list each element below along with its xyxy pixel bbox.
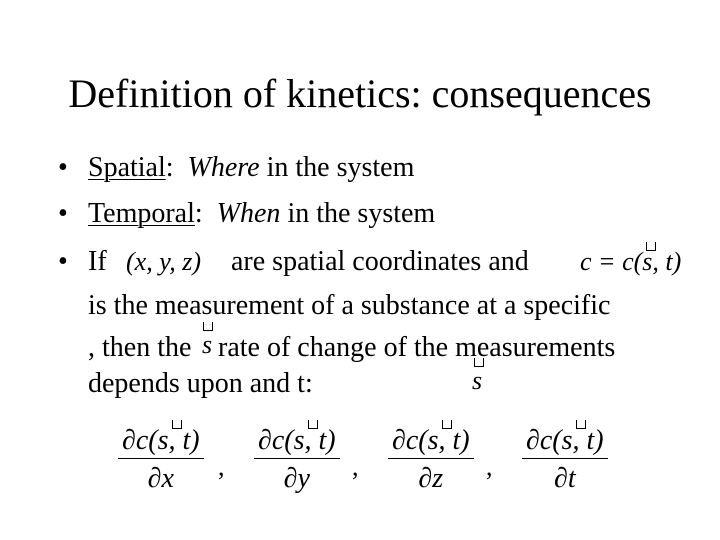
concentration-formula: c = c(s, t): [580, 247, 682, 276]
vector-mark-icon: [576, 420, 586, 429]
vector-mark-icon: [646, 242, 656, 251]
bullet-marker: •: [58, 152, 68, 183]
derivative-numerator: ∂c(s, t): [392, 425, 470, 456]
vector-mark-icon: [308, 420, 318, 429]
bullet-emphasis: Where: [187, 152, 260, 183]
bullet-rest: in the system: [259, 152, 415, 183]
bullet-line3b: rate of change of the measurements: [218, 332, 616, 363]
bullet-line2: is the measurement of a substance at a specific: [88, 290, 611, 321]
derivative-denominator: ∂z: [418, 463, 444, 494]
derivative-numerator: ∂c(s, t): [526, 425, 604, 456]
derivative-t: [522, 424, 608, 495]
derivative-z: [388, 424, 474, 495]
bullet-term: Spatial: [88, 152, 166, 183]
bullet-sep: :: [165, 152, 174, 183]
bullet-rest: in the system: [280, 198, 436, 229]
bullet-line3a: , then the: [88, 332, 192, 363]
s-symbol: s: [472, 366, 483, 395]
derivative-x: [118, 424, 204, 495]
s-symbol: s: [202, 330, 213, 359]
bullet-marker: •: [58, 198, 68, 229]
bullet-mid-text: are spatial coordinates and: [231, 246, 529, 277]
derivative-denominator: ∂x: [147, 463, 174, 494]
derivative-denominator: ∂t: [553, 463, 576, 494]
vector-mark-icon: [172, 420, 182, 429]
vector-mark-icon: [442, 420, 452, 429]
vector-mark-icon: [474, 358, 484, 367]
separator-comma: ,: [352, 452, 359, 481]
derivative-denominator: ∂y: [283, 463, 310, 494]
bullet-marker: •: [58, 246, 68, 277]
bullet-if: If: [88, 246, 107, 277]
derivative-y: [254, 424, 340, 495]
bullet-spatial: [88, 152, 414, 184]
vector-mark-icon: [203, 322, 213, 331]
bullet-line4: depends upon and t:: [88, 368, 313, 399]
separator-comma: ,: [218, 452, 225, 481]
coords-formula: (x, y, z): [126, 247, 202, 276]
separator-comma: ,: [486, 452, 493, 481]
bullet-temporal: [88, 198, 435, 230]
bullet-sep: :: [194, 198, 203, 229]
bullet-emphasis: When: [216, 198, 281, 229]
bullet-term: Temporal: [88, 198, 195, 229]
derivative-numerator: ∂c(s, t): [122, 425, 200, 456]
derivative-numerator: ∂c(s, t): [258, 425, 336, 456]
slide-title: Definition of kinetics: consequences: [68, 71, 652, 116]
